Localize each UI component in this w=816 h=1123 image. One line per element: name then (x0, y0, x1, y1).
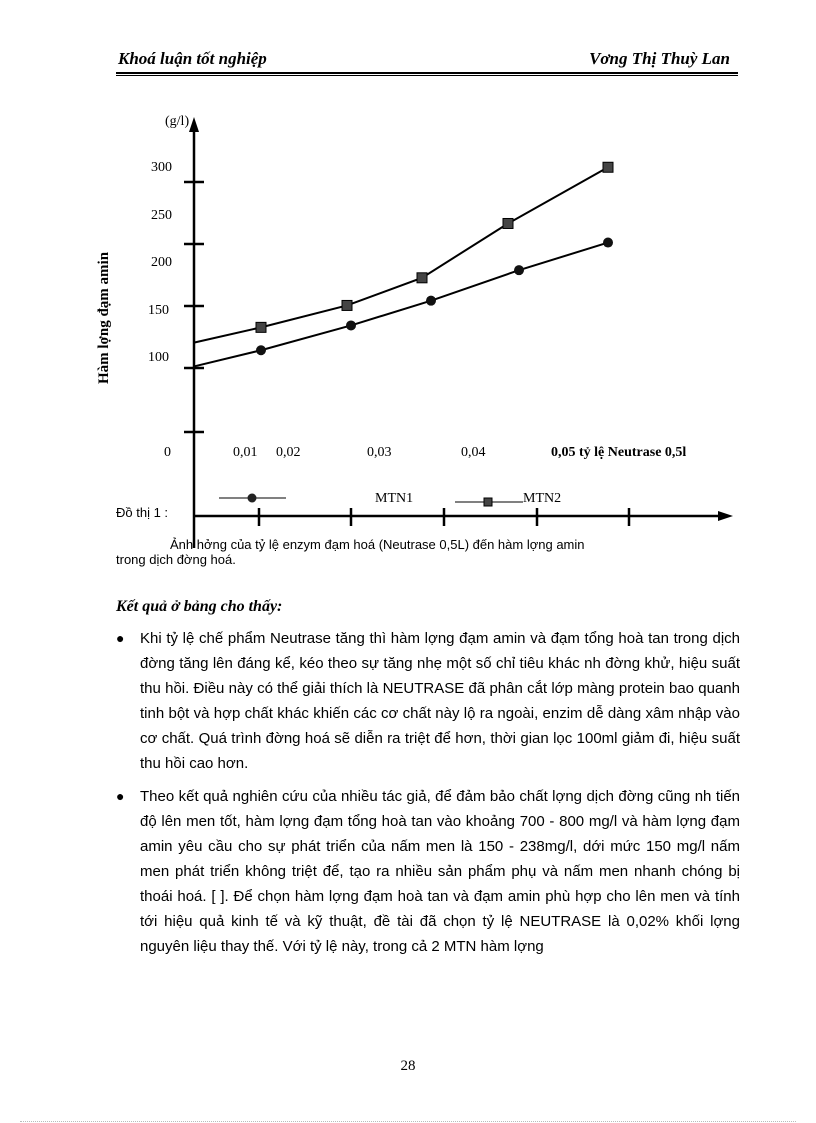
series-line-mtn1 (194, 243, 608, 367)
y-tick-label: 300 (151, 160, 172, 175)
figure-label: Đồ thị 1 : (116, 505, 169, 520)
y-unit-label: (g/l) (165, 114, 190, 129)
data-point-mtn2 (342, 300, 352, 310)
caption-line-2: trong dịch đờng hoá. (116, 552, 236, 567)
legend-mtn2-marker (484, 498, 492, 506)
section-heading: Kết quả ở bảng cho thấy: (116, 598, 283, 615)
x-tick-label: 0,05 tỷ lệ Neutrase 0,5l (551, 445, 687, 460)
list-item (116, 626, 740, 776)
list-item (116, 784, 740, 959)
legend (219, 491, 561, 506)
legend-mtn1-marker (248, 494, 257, 503)
caption-line-1: Ảnh hởng của tỷ lệ enzym đạm hoá (Neutrase 0,5L) đến hàm lợng amin (170, 537, 585, 552)
footer-dotted-rule (20, 1121, 796, 1122)
x-tick-label: 0,03 (367, 445, 392, 460)
page-number: 28 (400, 1058, 416, 1074)
y-tick-label: 200 (151, 255, 172, 270)
header-left-title: Khoá luận tốt nghiệp (118, 49, 267, 68)
data-point-mtn2 (256, 322, 266, 332)
data-point-mtn1 (256, 345, 266, 355)
y-tick-label: 100 (148, 350, 169, 365)
data-point-mtn2 (417, 273, 427, 283)
data-point-mtn2 (503, 218, 513, 228)
header-author: Vơng Thị Thuỳ Lan (589, 49, 730, 68)
data-point-mtn1 (346, 320, 356, 330)
y-axis-arrow (189, 117, 199, 132)
x-tick-label: 0,04 (461, 445, 486, 460)
bullet-text: Theo kết quả nghiên cứu của nhiều tác giả, để đảm bảo chất lợng dịch đờng cũng nh tiến độ lên men tốt, hàm lợng đạm tổng hoà tan vào khoảng 700 - 800 mg/l và hàm lợng đạm amin yêu cầu cho sự phát triển của nấm men là 150 - 238mg/l, dới mức 150 mg/l nấm men phát triển không triệt để, tạo ra nhiều sản phẩm phụ và nấm men nhanh chóng bị thoái hoá. [ ]. Để chọn hàm lợng đạm hoà tan và đạm amin phù hợp cho lên men và tính tới hiệu quả kinh tế và kỹ thuật, đề tài đã chọn tỷ lệ NEUTRASE là 0,02% khối lợng nguyên liệu thay thế. Với tỷ lệ này, trong cả 2 MTN hàm lợng (140, 788, 740, 955)
bullet-text: Khi tỷ lệ chế phẩm Neutrase tăng thì hàm lợng đạm amin và đạm tổng hoà tan trong dịch đờng tăng lên đáng kể, kéo theo sự tăng nhẹ một số chỉ tiêu khác nh đờng khử, hiệu suất thu hồi. Điều này có thể giải thích là NEUTRASE đã phân cắt lớp màng protein bao quanh tinh bột và hợp chất khác khiến các cơ chất này lộ ra ngoài, enzim dễ dàng xâm nhập vào cơ chất. Quá trình đờng hoá sẽ diễn ra triệt để hơn, thời gian lọc 100ml giảm đi, hiệu suất thu hồi cao hơn. (140, 630, 740, 772)
data-point-mtn1 (426, 296, 436, 306)
x-axis-arrow (718, 511, 733, 521)
x-tick-label: 0,01 (233, 445, 258, 460)
data-point-mtn1 (514, 265, 524, 275)
y-axis-title: Hàm lợng đạm amin (96, 251, 112, 385)
y-tick-label: 150 (148, 303, 169, 318)
bullet-list (116, 626, 740, 967)
series-line-mtn2 (194, 167, 608, 342)
bullet-icon: ● (116, 788, 125, 804)
legend-mtn1-label: MTN1 (375, 491, 414, 506)
legend-mtn2-label: MTN2 (523, 491, 562, 506)
bullet-icon: ● (116, 630, 125, 646)
y-tick-label: 0 (164, 445, 171, 460)
figure-caption (116, 537, 716, 567)
x-tick-label: 0,02 (276, 445, 301, 460)
data-point-mtn2 (603, 162, 613, 172)
data-point-mtn1 (603, 238, 613, 248)
y-tick-label: 250 (151, 208, 172, 223)
